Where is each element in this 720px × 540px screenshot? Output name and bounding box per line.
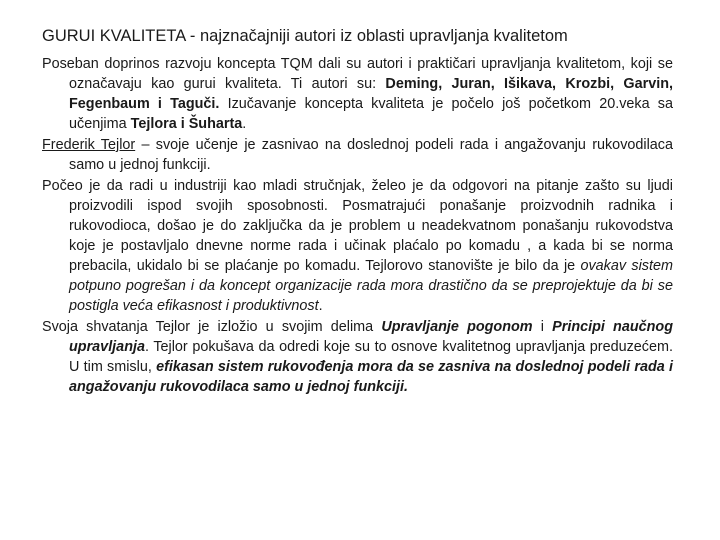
paragraph-taylor-works [42,317,673,397]
p2-name: Frederik Tejlor [42,137,136,153]
paragraph-taylor-career [42,176,673,316]
p2-text-1: – svoje učenje je zasnivao na doslednoj podeli rada i angažovanju rukovodilaca samo u jednoj funkciji. [69,137,673,173]
p4-text-2: i [532,319,553,335]
slide-title: GURUI KVALITETA - najznačajniji autori iz oblasti upravljanja kvalitetom [42,27,568,45]
slide-body [42,54,673,398]
paragraph-taylor-definition [42,135,673,175]
paragraph-tqm-intro [42,54,673,134]
p1-authors: Deming, Juran, Išikava, Krozbi, Garvin, Fegenbaum i Taguči. [69,76,674,112]
p4-work-2: Principi naučnog upravljanja [69,319,674,355]
p3-quote: ovakav sistem potpuno pogrešan i da koncept organizacije rada mora drastično da se preprojektuje da bi se postigla veća efikasnost i produktivnost [69,258,673,314]
p4-work-1: Upravljanje pogonom [381,319,533,335]
p1-founders: Tejlora i Šuharta [130,116,243,132]
p4-text-3: . Tejlor pokušava da odredi koje su to osnove kvalitetnog upravljanja preduzećem. U tim smislu, [69,339,673,375]
p1-text-3: . [242,116,247,132]
p1-text-1: Poseban doprinos razvoju koncepta TQM dali su autori i praktičari upravljanja kvalitetom, koji se označavaju kao gurui kvaliteta. Ti autori su: [42,56,673,92]
p4-conclusion: efikasan sistem rukovođenja mora da se zasniva na doslednoj podeli rada i angažovanju rukovodilaca samo u jednoj funkciji. [69,359,673,395]
p1-text-2: Izučavanje koncepta kvaliteta je počelo još početkom 20.veka sa učenjima [69,96,673,132]
p4-text-1: Svoja shvatanja Tejlor je izložio u svojim delima [42,319,382,335]
p3-text-2: . [318,298,323,314]
p3-text-1: Počeo je da radi u industriji kao mladi stručnjak, želeo je da odgovori na pitanje zašto su ljudi proizvodili ispod svojih sposobnosti. Posmatrajući ponašanje proizvodnih radnika i rukovodioca, došao je do zaključka da je problem u neadekvatnom ponašanju rukovodstva koje je postavljalo dnevne norme rada i učinak plaćalo po komadu , a kada bi se norma prebacila, ukidalo bi se plaćanje po komadu. Tejlorovo stanovište je bilo da je [42,178,673,274]
